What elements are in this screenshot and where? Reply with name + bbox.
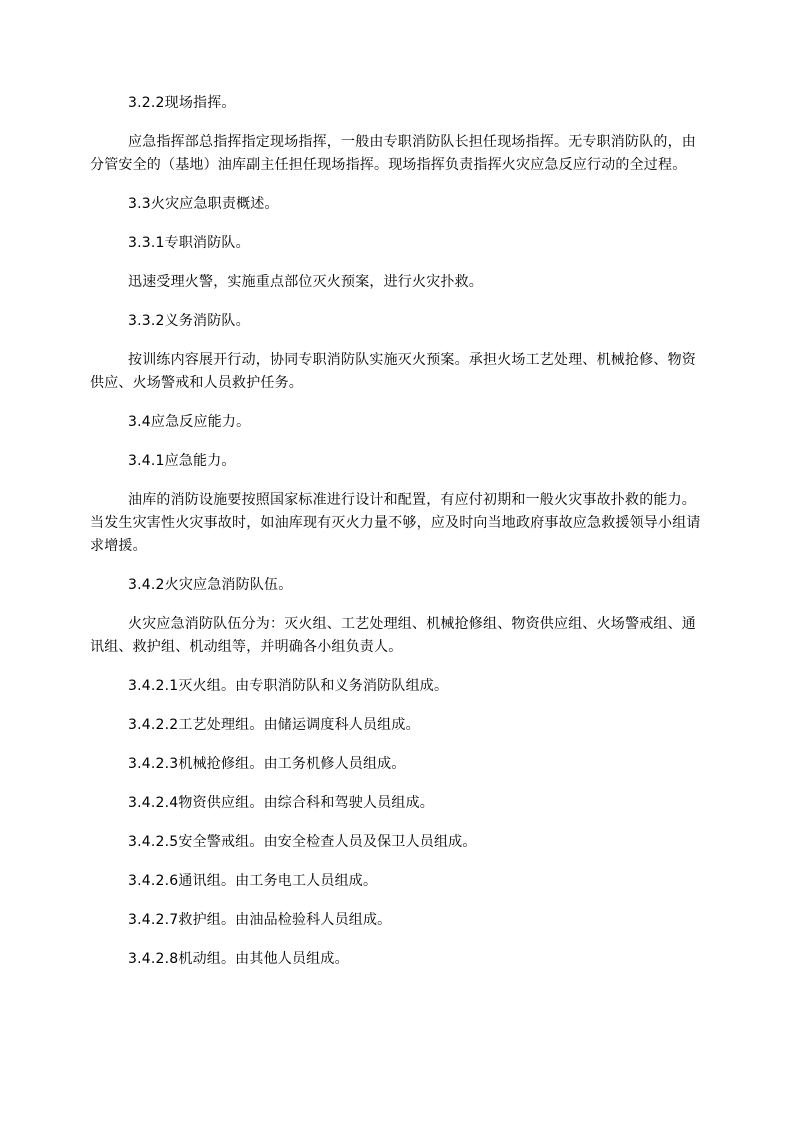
item-3-4-2-8: 3.4.2.8机动组。由其他人员组成。: [128, 951, 349, 967]
heading-3-4: 3.4应急反应能力。: [128, 414, 251, 430]
heading-3-4-1: 3.4.1应急能力。: [128, 453, 236, 469]
paragraph-volunteer-brigade: 按训练内容展开行动，协同专职消防队实施灭火预案。承担火场工艺处理、机械抢修、物资供应、火场警戒和人员救护任务。: [90, 352, 696, 391]
heading-3-3: 3.3火灾应急职责概述。: [128, 196, 279, 212]
heading-3-4-2: 3.4.2火灾应急消防队伍。: [128, 577, 293, 593]
item-3-4-2-4: 3.4.2.4物资供应组。由综合科和驾驶人员组成。: [128, 795, 434, 811]
document-body: [90, 92, 710, 971]
heading-3-2-2: 3.2.2现场指挥。: [128, 95, 236, 111]
paragraph-emergency-capability: 油库的消防设施要按照国家标准进行设计和配置，有应付初期和一般火灾事故扑救的能力。当发生灾害性火灾事故时，如油库现有灭火力量不够，应及时向当地政府事故应急救援领导小组请求增援。: [90, 492, 701, 554]
item-3-4-2-3: 3.4.2.3机械抢修组。由工务机修人员组成。: [128, 756, 406, 772]
paragraph-team-division: 火灾应急消防队伍分为：灭火组、工艺处理组、机械抢修组、物资供应组、火场警戒组、通讯组、救护组、机动组等，并明确各小组负责人。: [90, 616, 696, 655]
item-3-4-2-2: 3.4.2.2工艺处理组。由储运调度科人员组成。: [128, 717, 420, 733]
item-3-4-2-5: 3.4.2.5安全警戒组。由安全检查人员及保卫人员组成。: [128, 834, 477, 850]
heading-3-3-1: 3.3.1专职消防队。: [128, 235, 250, 251]
paragraph-site-command: 应急指挥部总指挥指定现场指挥，一般由专职消防队长担任现场指挥。无专职消防队的，由分管安全的（基地）油库副主任担任现场指挥。现场指挥负责指挥火灾应急反应行动的全过程。: [90, 134, 696, 173]
item-3-4-2-7: 3.4.2.7救护组。由油品检验科人员组成。: [128, 912, 392, 928]
paragraph-fire-brigade: 迅速受理火警，实施重点部位灭火预案，进行火灾扑救。: [128, 274, 483, 290]
heading-3-3-2: 3.3.2义务消防队。: [128, 313, 250, 329]
item-3-4-2-6: 3.4.2.6通讯组。由工务电工人员组成。: [128, 873, 378, 889]
item-3-4-2-1: 3.4.2.1灭火组。由专职消防队和义务消防队组成。: [128, 678, 449, 694]
